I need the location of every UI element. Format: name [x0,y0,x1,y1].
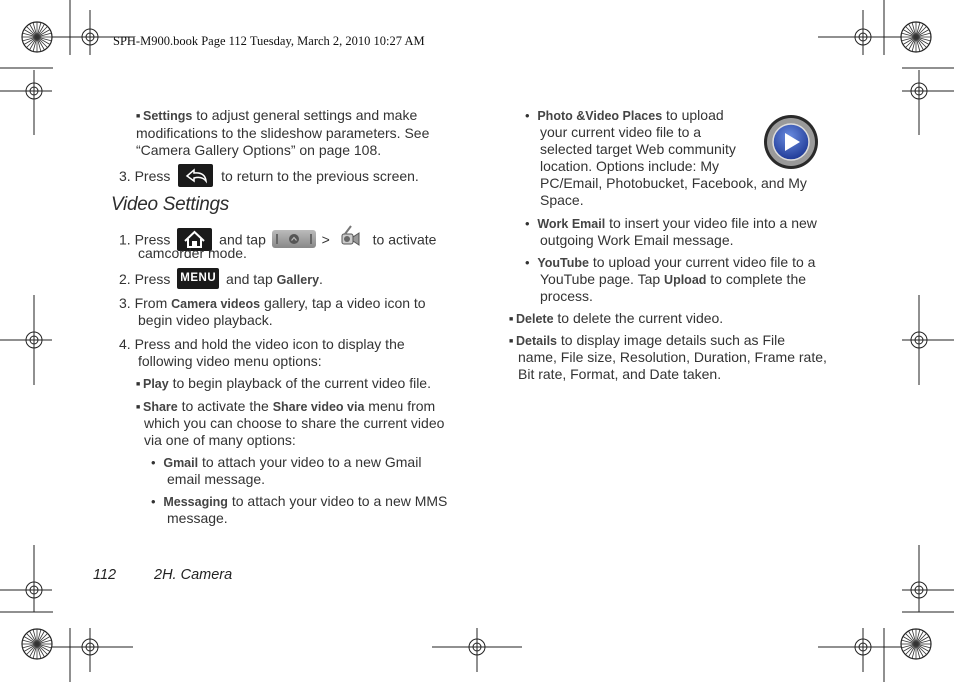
messaging-option [151,493,447,511]
gmail-label: Gmail [163,456,199,470]
step-text: and tap [219,231,266,248]
details-text: to display image details such as File [557,332,785,348]
menu-key-icon: MENU [177,268,219,289]
settings-label: Settings [143,109,193,123]
greater-than: > [321,231,330,248]
messaging-continued: message. [167,510,228,526]
play-label: Play [143,377,169,391]
step-number: 1. [119,231,131,248]
section-name: 2H. Camera [154,567,233,583]
step-number: 3. [119,295,131,311]
square-bullet-icon: ■ [136,404,141,411]
share-option [136,398,435,416]
messaging-label: Messaging [163,495,228,509]
book-header: SPH-M900.book Page 112 Tuesday, March 2, 2010 10:27 AM [113,34,425,48]
step-3-back [119,166,419,189]
section-heading: Video Settings [111,194,229,215]
step-text: Press [134,168,171,185]
step-text: From [134,295,168,311]
round-bullet-icon: • [525,255,530,270]
settings-option [136,107,466,159]
messaging-text: to attach your video to a new MMS [227,493,448,509]
details-continued: name, File size, Resolution, Duration, Frame rate, [518,349,827,365]
round-bullet-icon: • [151,494,156,509]
details-option [509,332,785,350]
photo-continued: PC/Email, Photobucket, Facebook, and My [540,175,807,191]
back-arrow-icon [178,164,213,187]
work-email-label: Work Email [537,217,606,231]
step-text: gallery, tap a video icon to [260,295,426,311]
gmail-text: to attach your video to a new Gmail [198,454,422,470]
share-continued: which you can choose to share the current video [144,415,445,431]
play-text: to begin playback of the current video file. [168,375,431,391]
upload-label: Upload [664,273,707,287]
share-text: to activate the [177,398,273,414]
gallery-label: Gallery [276,273,320,288]
square-bullet-icon: ■ [509,338,514,345]
camera-videos-label: Camera videos [171,297,261,311]
share-continued: via one of many options: [144,432,296,448]
youtube-continued [540,271,806,289]
work-email-option [525,215,817,233]
photo-video-places-option [525,107,724,125]
round-bullet-icon: • [525,108,530,123]
share-video-via-label: Share video via [272,400,365,414]
youtube-continued: process. [540,288,593,304]
youtube-text: to complete the [706,271,807,287]
step-text: Press [134,271,171,288]
page-number: 112 [93,567,117,583]
step-4 [119,336,405,353]
delete-label: Delete [516,312,554,326]
step-number: 3. [119,168,131,185]
share-text: menu from [364,398,436,414]
period: . [319,271,323,288]
step-number: 2. [119,271,131,288]
details-continued: Bit rate, Format, and Date taken. [518,366,722,382]
youtube-label: YouTube [537,256,589,270]
work-email-continued: outgoing Work Email message. [540,232,734,248]
step-text: and tap [226,271,273,288]
step-text: to return to the previous screen. [221,168,419,185]
step-3 [119,295,426,313]
step-3-continued: begin video playback. [138,312,273,328]
step-4-continued: following video menu options: [138,353,322,369]
photo-continued: your current video file to a [540,124,702,140]
step-2 [119,270,323,291]
photo-continued: Space. [540,192,584,208]
delete-option [509,310,723,328]
step-text: Press [134,231,171,248]
step-text: to activate [372,231,437,248]
play-option [136,375,431,393]
camcorder-icon [337,225,363,251]
delete-text: to delete the current video. [553,310,724,326]
photo-text: to upload [662,107,724,123]
youtube-text: to upload your current video file to a [588,254,816,270]
square-bullet-icon: ■ [136,381,141,388]
photo-continued: location. Options include: My [540,158,719,174]
gmail-option [151,454,421,472]
gmail-continued: email message. [167,471,266,487]
work-email-text: to insert your video file into a new [605,215,817,231]
photo-continued: selected target Web community [540,141,736,157]
square-bullet-icon: ■ [509,316,514,323]
launcher-tab-icon [272,230,316,248]
step-number: 4. [119,336,131,352]
step-1-continued: camcorder mode. [138,245,247,261]
photo-video-places-label: Photo &Video Places [537,109,663,123]
details-label: Details [516,334,557,348]
round-bullet-icon: • [151,455,156,470]
square-bullet-icon: ■ [136,113,141,120]
step-text: Press and hold the video icon to display the [134,336,405,352]
play-button-icon [763,114,819,170]
round-bullet-icon: • [525,216,530,231]
youtube-text: YouTube page. Tap [540,271,665,287]
youtube-option [525,254,815,272]
share-label: Share [143,400,178,414]
settings-text: to adjust general settings and make modifications to the slideshow parameters. See “Camera Gallery Options” on page 108. [136,107,430,158]
